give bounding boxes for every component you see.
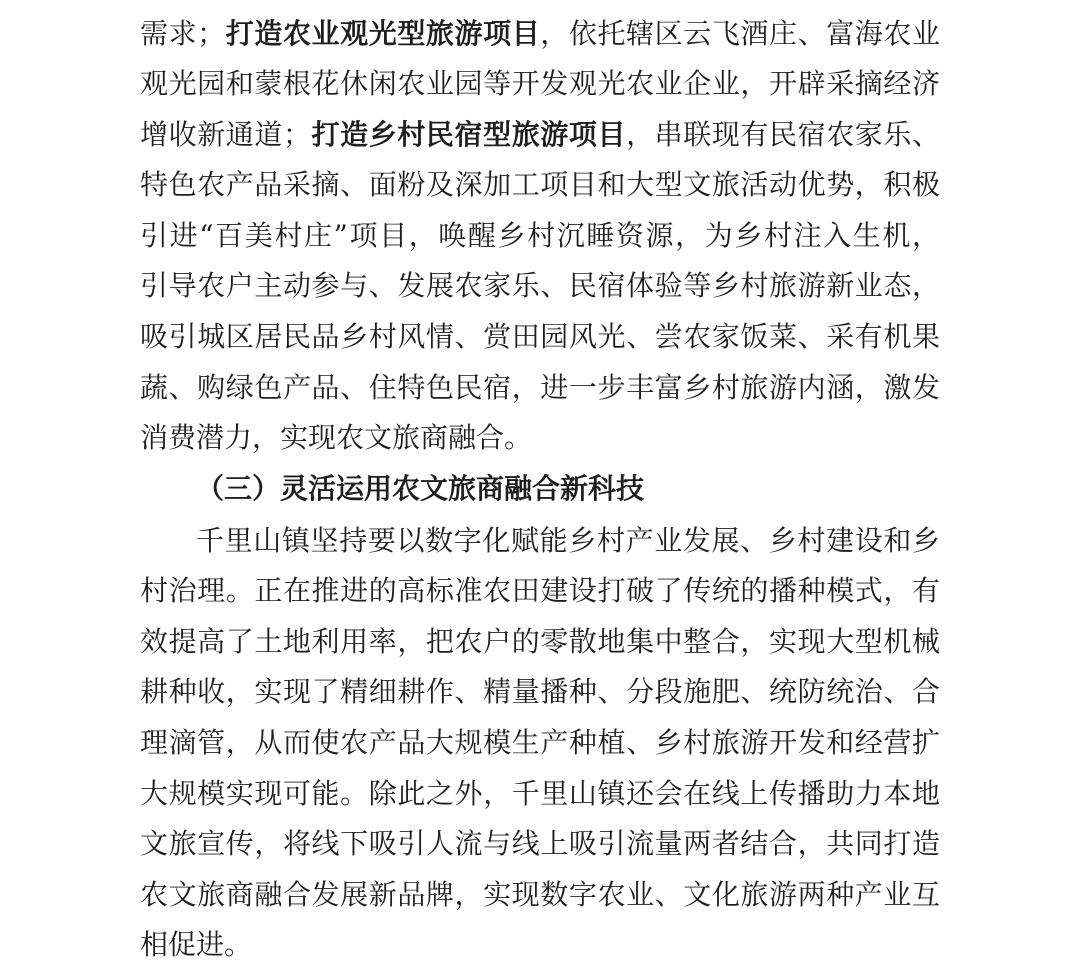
paragraph-line: 农文旅商融合发展新品牌，实现数字农业、文化旅游两种产业互 (140, 878, 940, 911)
paragraph-line: 理滴管，从而使农产品大规模生产种植、乡村旅游开发和经营扩 (140, 726, 940, 759)
paragraph-line (140, 113, 940, 157)
paragraph-line: 特色农产品采摘、面粉及深加工项目和大型文旅活动优势，积极 (140, 168, 940, 201)
paragraph-line: 文旅宣传，将线下吸引人流与线上吸引流量两者结合，共同打造 (140, 827, 940, 860)
text-run: 需求； (140, 17, 226, 50)
paragraph-line: 观光园和蒙根花休闲农业园等开发观光农业企业，开辟采摘经济 (140, 67, 940, 100)
paragraph-line: 相促进。 (140, 928, 253, 961)
paragraph-line: 消费潜力，实现农文旅商融合。 (140, 421, 533, 454)
paragraph-line (140, 12, 940, 56)
text-run: ，依托辖区云飞酒庄、富海农业 (540, 17, 940, 50)
text-run: ，串联现有民宿农家乐、 (626, 118, 940, 151)
paragraph-line: 引进“百美村庄”项目，唤醒乡村沉睡资源，为乡村注入生机， (140, 219, 940, 252)
paragraph-line: 效提高了土地利用率，把农户的零散地集中整合，实现大型机械 (140, 625, 940, 658)
bold-phrase-homestay-tourism: 打造乡村民宿型旅游项目 (310, 118, 627, 151)
paragraph-line: 引导农户主动参与、发展农家乐、民宿体验等乡村旅游新业态， (140, 269, 940, 302)
paragraph-line: 蔬、购绿色产品、住特色民宿，进一步丰富乡村旅游内涵，激发 (140, 371, 940, 404)
bold-phrase-agri-tourism: 打造农业观光型旅游项目 (225, 17, 541, 50)
paragraph-line: 耕种收，实现了精细耕作、精量播种、分段施肥、统防统治、合 (140, 675, 940, 708)
text-run: 增收新通道； (140, 118, 311, 151)
paragraph-line: 千里山镇坚持要以数字化赋能乡村产业发展、乡村建设和乡 (196, 524, 940, 557)
paragraph-line: 吸引城区居民品乡村风情、赏田园风光、尝农家饭菜、采有机果 (140, 320, 940, 353)
section-heading: （三）灵活运用农文旅商融合新科技 (196, 472, 645, 505)
paragraph-line: 大规模实现可能。除此之外，千里山镇还会在线上传播助力本地 (140, 777, 940, 810)
paragraph-line: 村治理。正在推进的高标准农田建设打破了传统的播种模式，有 (140, 574, 940, 607)
